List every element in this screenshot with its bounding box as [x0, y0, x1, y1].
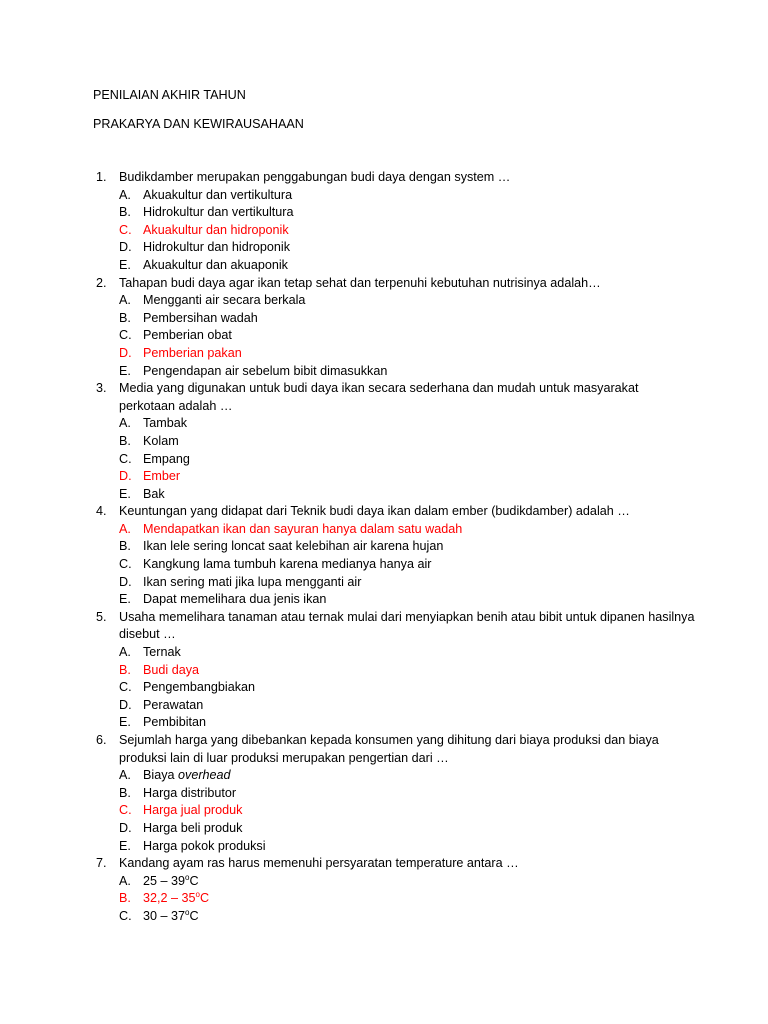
option-text-main: Bak [143, 486, 165, 501]
answer-option-correct [119, 521, 696, 539]
question-text: Tahapan budi daya agar ikan tetap sehat dan terpenuhi kebutuhan nutrisinya adalah… [119, 275, 601, 290]
option-letter: D. [119, 469, 132, 484]
option-letter: E. [119, 592, 131, 607]
answer-option [119, 574, 696, 592]
option-text [143, 820, 242, 838]
question-item [96, 503, 696, 609]
option-text [143, 433, 179, 451]
answer-option-correct [119, 890, 696, 908]
option-letter: C. [119, 328, 132, 343]
option-letter: A. [119, 293, 131, 308]
option-text [143, 662, 199, 680]
option-text [143, 222, 289, 240]
question-text: Keuntungan yang didapat dari Teknik budi daya ikan dalam ember (budikdamber) adalah … [119, 504, 630, 519]
option-text-main: Harga pokok produksi [143, 838, 266, 853]
option-text [143, 873, 199, 891]
option-letter: A. [119, 873, 131, 888]
option-text-main: 32,2 – 35 [143, 891, 196, 906]
option-text-main: Pengembangbiakan [143, 680, 256, 695]
degree-superscript: o [185, 907, 190, 917]
option-letter: D. [119, 345, 132, 360]
answer-option [119, 239, 696, 257]
question-text: Media yang digunakan untuk budi daya ikan secara sederhana dan mudah untuk masyarakat perkotaan adalah … [119, 381, 639, 413]
option-text-main: Kolam [143, 433, 179, 448]
question-item [96, 275, 696, 381]
answer-option [119, 785, 696, 803]
option-text [143, 644, 181, 662]
option-letter: B. [119, 662, 131, 677]
option-text-main: Harga distributor [143, 785, 237, 800]
option-text-main: Harga jual produk [143, 803, 243, 818]
option-text [143, 767, 231, 785]
option-text [143, 468, 180, 486]
option-text [143, 538, 443, 556]
answer-option [119, 310, 696, 328]
question-number: 2. [96, 275, 107, 290]
option-text [143, 257, 288, 275]
option-text-main: Ikan lele sering loncat saat kelebihan air karena hujan [143, 539, 444, 554]
answer-option [119, 363, 696, 381]
answer-option [119, 591, 696, 609]
question-number: 3. [96, 381, 107, 396]
unit-suffix: C [189, 873, 199, 888]
option-text [143, 204, 294, 222]
option-text [143, 591, 326, 609]
option-letter: A. [119, 187, 131, 202]
option-letter: D. [119, 574, 132, 589]
question-list [96, 169, 696, 926]
option-text-main: Pemberian pakan [143, 345, 242, 360]
option-text-main: 25 – 39 [143, 873, 186, 888]
option-text-main: 30 – 37 [143, 908, 186, 923]
question-text: Sejumlah harga yang dibebankan kepada konsumen yang dihitung dari biaya produksi dan biaya produksi lain di luar produksi merupakan pengertian dari … [119, 733, 659, 765]
question-number: 1. [96, 170, 107, 184]
option-letter: C. [119, 908, 132, 923]
answer-option [119, 415, 696, 433]
option-letter: B. [119, 310, 131, 325]
answer-option [119, 767, 696, 785]
option-text [143, 415, 187, 433]
option-text [143, 785, 236, 803]
option-letter: E. [119, 486, 131, 501]
option-letter: B. [119, 433, 131, 448]
question-row [96, 275, 696, 293]
answer-option-correct [119, 222, 696, 240]
answer-option [119, 292, 696, 310]
degree-superscript: o [185, 872, 190, 882]
option-text-main: Kangkung lama tumbuh karena medianya hanya air [143, 557, 432, 572]
answer-option-correct [119, 662, 696, 680]
option-letter: C. [119, 557, 132, 572]
answer-option [119, 433, 696, 451]
question-number: 5. [96, 609, 107, 624]
option-text-main: Ternak [143, 645, 181, 660]
option-letter: B. [119, 205, 131, 220]
option-text-main: Pengendapan air sebelum bibit dimasukkan [143, 363, 388, 378]
option-letter: B. [119, 785, 131, 800]
option-text [143, 486, 165, 504]
option-text [143, 890, 209, 908]
question-row [96, 855, 696, 873]
option-text-italic: overhead [178, 768, 231, 783]
option-letter: B. [119, 539, 131, 554]
answer-option-correct [119, 468, 696, 486]
answer-option-correct [119, 345, 696, 363]
option-text-main: Ikan sering mati jika lupa mengganti air [143, 574, 362, 589]
answer-option [119, 679, 696, 697]
option-letter: E. [119, 838, 131, 853]
question-row [96, 732, 696, 767]
question-item [96, 380, 696, 503]
option-text-main: Pemberian obat [143, 328, 232, 343]
question-row [96, 169, 696, 187]
answer-option [119, 257, 696, 275]
option-text-main: Harga beli produk [143, 820, 243, 835]
option-text-main: Hidrokultur dan vertikultura [143, 205, 294, 220]
option-letter: C. [119, 803, 132, 818]
option-text [143, 574, 361, 592]
answer-option [119, 838, 696, 856]
unit-suffix: C [199, 891, 210, 906]
answer-option [119, 644, 696, 662]
question-row [96, 609, 696, 644]
option-text-main: Hidrokultur dan hidroponik [143, 240, 291, 255]
option-text [143, 802, 242, 820]
question-number: 6. [96, 733, 107, 747]
option-text [143, 239, 290, 257]
option-text-main: Pembersihan wadah [143, 310, 258, 325]
question-text: Kandang ayam ras harus memenuhi persyaratan temperature antara … [119, 856, 519, 871]
option-text [143, 187, 292, 205]
option-text-main: Perawatan [143, 697, 204, 712]
option-text [143, 714, 206, 732]
option-letter: A. [119, 416, 131, 431]
answer-option [119, 486, 696, 504]
question-text: Usaha memelihara tanaman atau ternak mulai dari menyiapkan benih atau bibit untuk dipanen hasilnya disebut … [119, 609, 695, 642]
option-text [143, 838, 266, 856]
answer-option [119, 820, 696, 838]
answer-option [119, 327, 696, 345]
option-text [143, 908, 199, 926]
option-letter: A. [119, 768, 131, 783]
question-row [96, 503, 696, 521]
question-item [96, 732, 696, 855]
question-number: 7. [96, 856, 107, 871]
option-text [143, 310, 258, 328]
degree-superscript: o [195, 890, 200, 900]
option-text-main: Biaya [143, 768, 179, 783]
answer-option [119, 908, 696, 926]
option-letter: C. [119, 680, 132, 695]
question-item [96, 855, 696, 925]
question-number: 4. [96, 504, 107, 519]
answer-option [119, 697, 696, 715]
option-text-main: Empang [143, 451, 190, 466]
answer-option [119, 556, 696, 574]
option-letter: A. [119, 645, 131, 660]
option-text [143, 292, 305, 310]
option-text-main: Tambak [143, 416, 188, 431]
answer-option [119, 714, 696, 732]
option-letter: A. [119, 521, 131, 536]
option-letter: D. [119, 697, 132, 712]
question-row [96, 380, 696, 415]
answer-option [119, 187, 696, 205]
answer-option-correct [119, 802, 696, 820]
option-letter: C. [119, 222, 132, 237]
option-letter: E. [119, 363, 131, 378]
question-item [96, 609, 696, 732]
option-text-main: Akuakultur dan akuaponik [143, 257, 288, 272]
answer-option [119, 204, 696, 222]
option-letter: E. [119, 715, 131, 730]
option-text [143, 521, 462, 539]
option-text [143, 697, 203, 715]
option-text-main: Akuakultur dan hidroponik [143, 222, 289, 237]
unit-suffix: C [189, 908, 199, 923]
option-letter: B. [119, 891, 131, 906]
option-letter: D. [119, 820, 132, 835]
question-text: Budikdamber merupakan penggabungan budi daya dengan system … [119, 170, 511, 184]
answer-option [119, 873, 696, 891]
option-text [143, 451, 190, 469]
option-text-main: Mendapatkan ikan dan sayuran hanya dalam satu wadah [143, 521, 463, 536]
option-text-main: Pembibitan [143, 715, 207, 730]
subject-title: PRAKARYA DAN KEWIRAUSAHAAN [93, 117, 304, 131]
option-text-main: Budi daya [143, 662, 200, 677]
option-text [143, 345, 242, 363]
answer-option [119, 538, 696, 556]
option-text-main: Akuakultur dan vertikultura [143, 187, 293, 202]
option-text [143, 363, 387, 381]
option-text-main: Ember [143, 469, 181, 484]
question-item [96, 169, 696, 275]
option-letter: D. [119, 240, 132, 255]
answer-option [119, 451, 696, 469]
option-text-main: Mengganti air secara berkala [143, 293, 306, 308]
option-letter: E. [119, 257, 131, 272]
option-text-main: Dapat memelihara dua jenis ikan [143, 592, 327, 607]
option-text [143, 556, 431, 574]
option-text [143, 679, 255, 697]
option-letter: C. [119, 451, 132, 466]
exam-title: PENILAIAN AKHIR TAHUN [93, 88, 246, 102]
option-text [143, 327, 232, 345]
